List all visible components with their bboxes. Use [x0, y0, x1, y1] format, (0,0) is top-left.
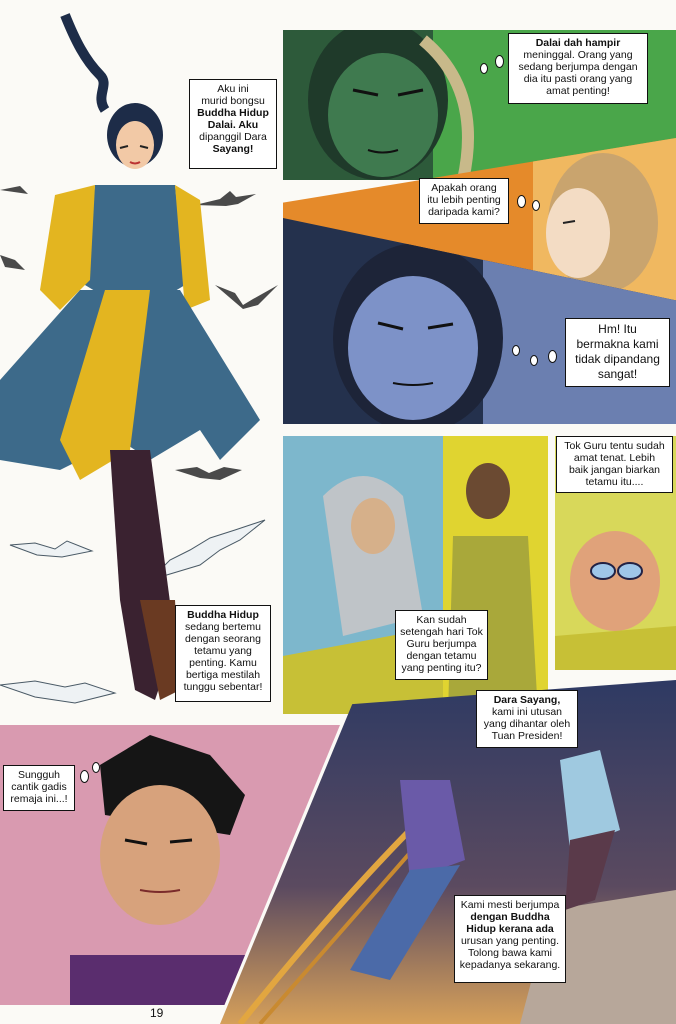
thought-bubble-more-important: Apakah orang itu lebih penting daripada kami?	[419, 178, 509, 224]
thought-dot	[548, 350, 557, 363]
page-number: 19	[150, 1006, 164, 1020]
thought-dot	[495, 55, 504, 68]
thought-dot	[92, 762, 100, 773]
thought-dot	[530, 355, 538, 366]
thought-bubble-not-regarded: Hm! Itu bermakna kami tidak dipandang sangat!	[565, 318, 670, 387]
speech-bubble-must-meet: Kami mesti berjumpa dengan Buddha Hidup kerana ada urusan yang penting. Tolong bawa kami kepadanya sekarang.	[454, 895, 566, 983]
caption-buddha-meeting: Buddha Hidup sedang bertemu dengan seorang tetamu yang penting. Kamu bertiga mestilah tunggu sebentar!	[175, 605, 271, 702]
speech-bubble-half-day: Kan sudah setengah hari Tok Guru berjumpa dengan tetamu yang penting itu?	[395, 610, 488, 680]
speech-bubble-envoys: Dara Sayang, kami ini utusan yang dihantar oleh Tuan Presiden!	[476, 690, 578, 748]
thought-bubble-dalai-dying: Dalai dah hampir meninggal. Orang yang sedang berjumpa dengan dia itu pasti orang yang amat penting!	[508, 33, 648, 104]
thought-dot	[517, 195, 526, 208]
thought-dot	[480, 63, 488, 74]
speech-bubble-tok-guru: Tok Guru tentu sudah amat tenat. Lebih baik jangan biarkan tetamu itu....	[556, 436, 673, 493]
thought-bubble-pretty-girl: Sungguh cantik gadis remaja ini...!	[3, 765, 75, 811]
speech-bubble-dara-intro: Aku ini murid bongsu Buddha Hidup Dalai. Aku dipanggil Dara Sayang!	[189, 79, 277, 169]
thought-dot	[532, 200, 540, 211]
thought-dot	[512, 345, 520, 356]
thought-dot	[80, 770, 89, 783]
